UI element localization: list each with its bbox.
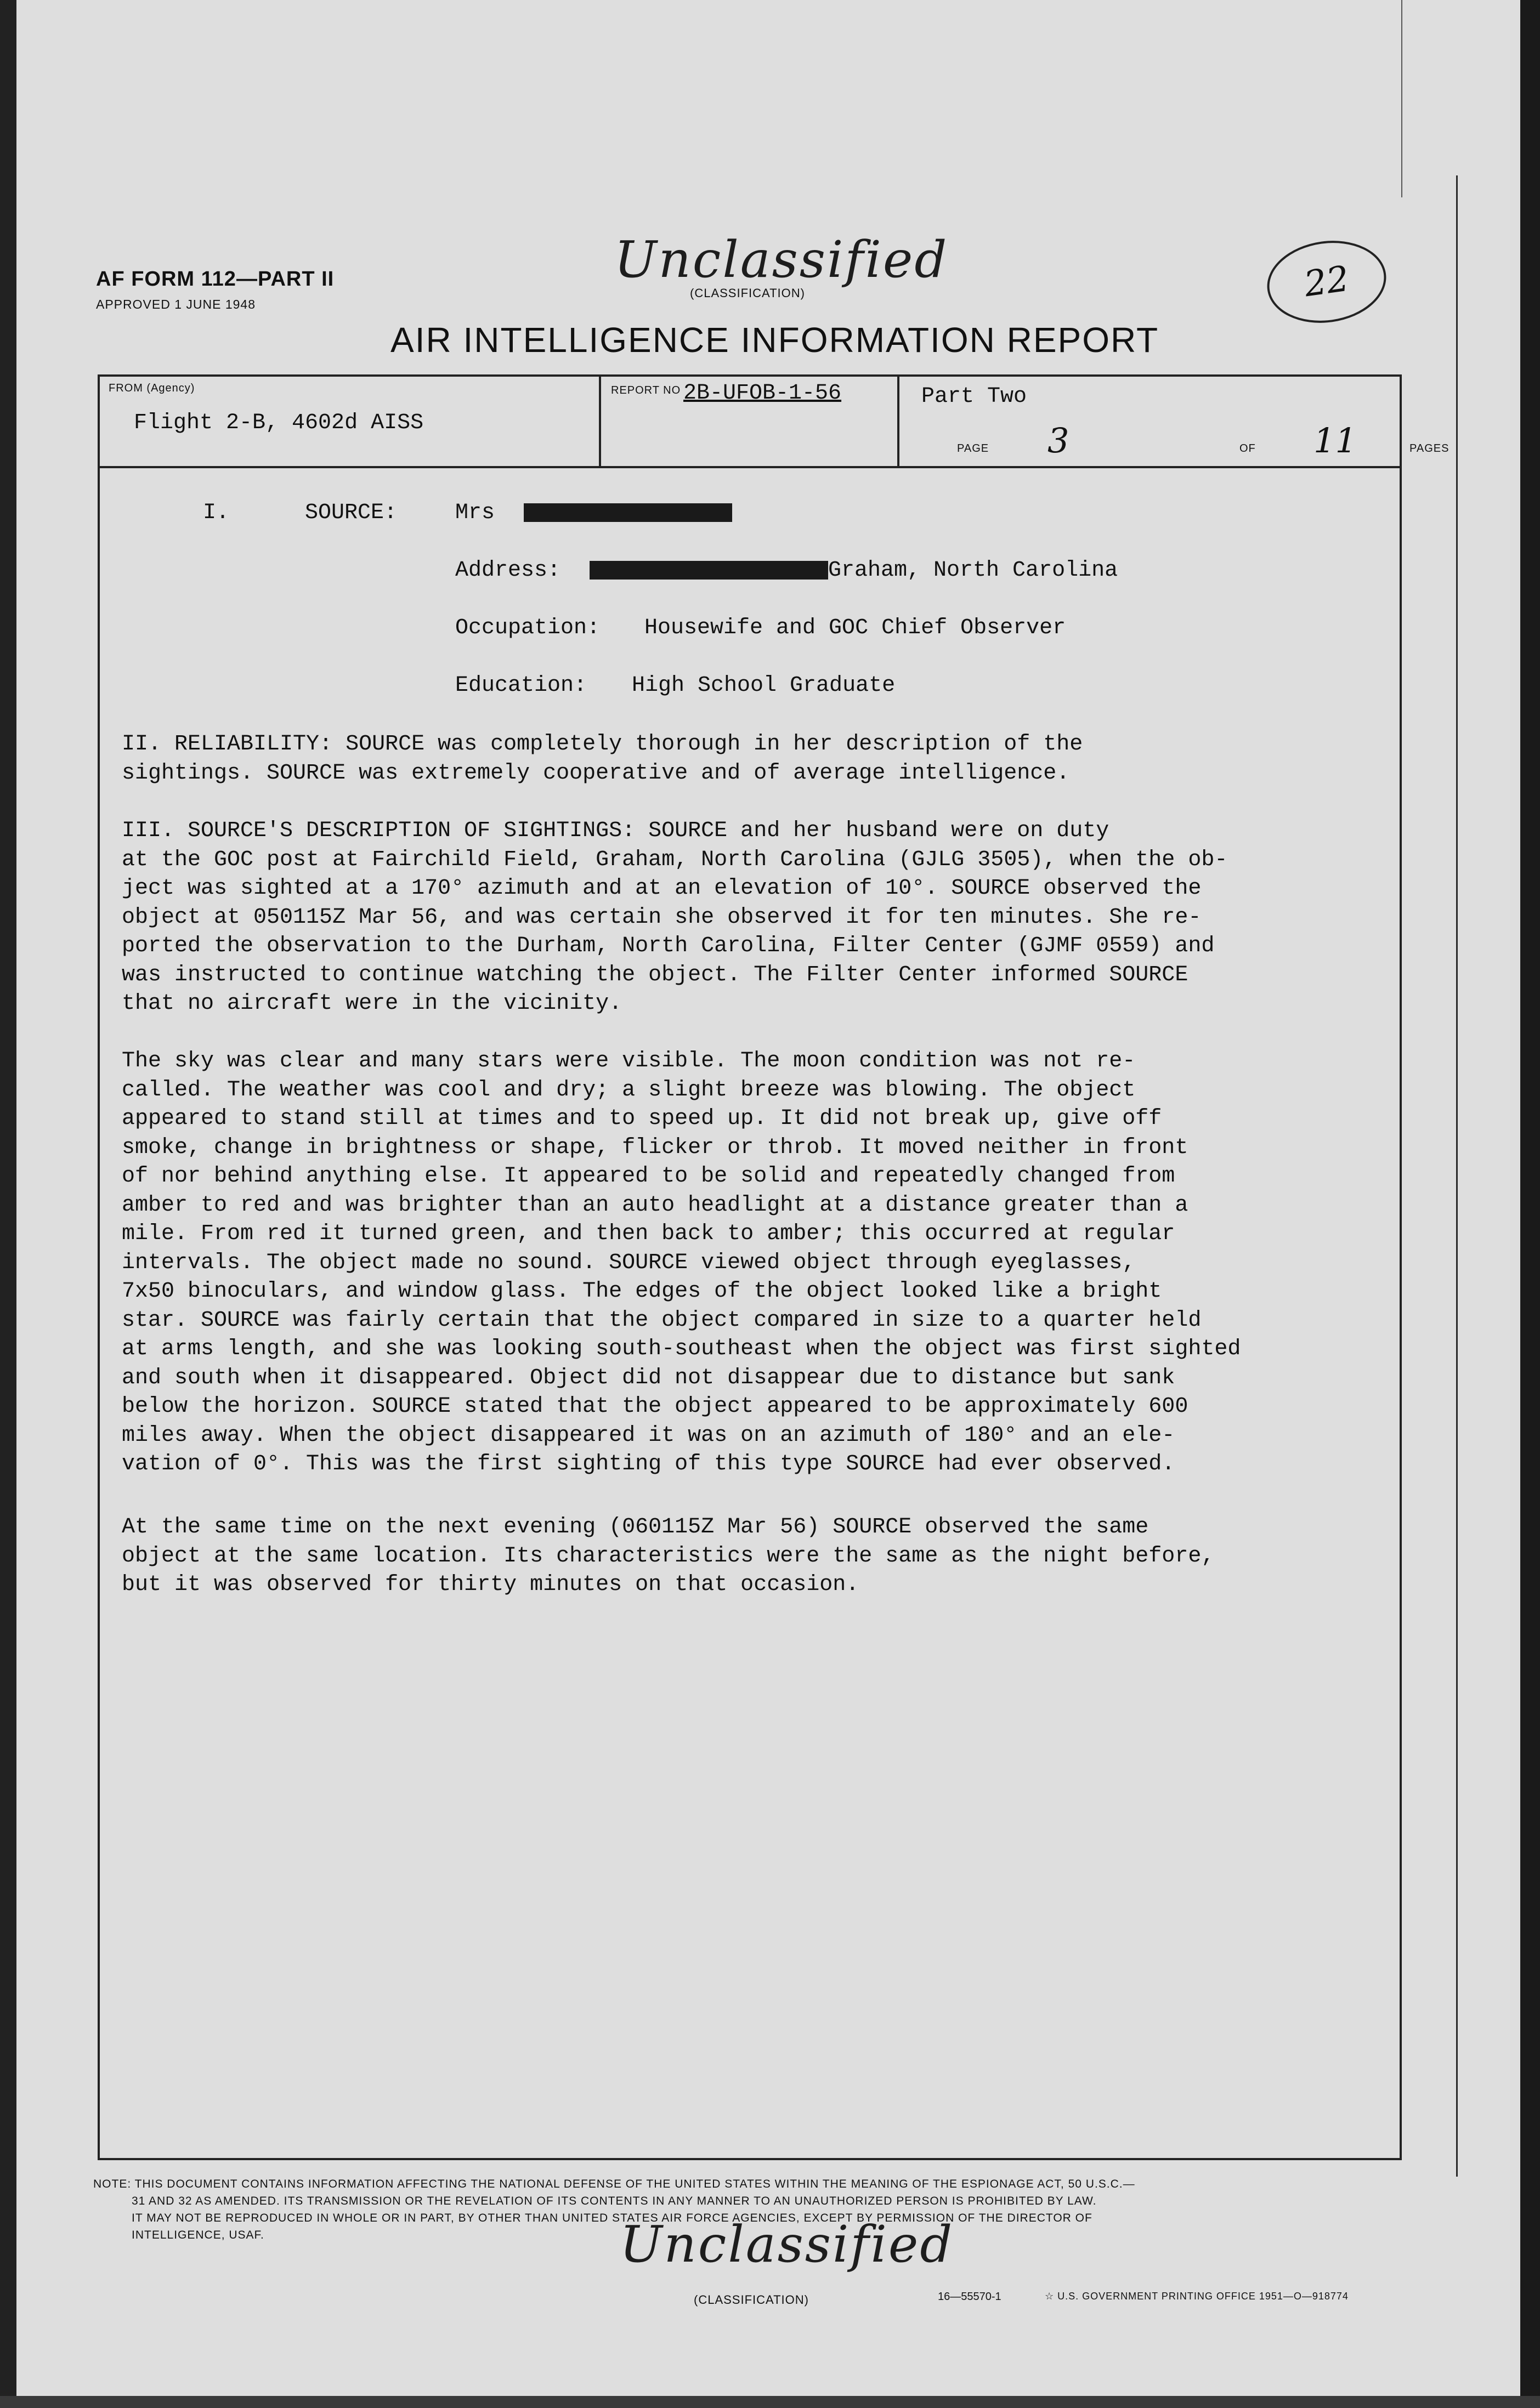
paragraph-line: below the horizon. SOURCE stated that the object appeared to be approximately 600	[122, 1394, 1188, 1419]
report-no-value: 2B-UFOB-1-56	[683, 381, 842, 406]
paragraph-line: sightings. SOURCE was extremely cooperative and of average intelligence.	[122, 760, 1070, 786]
education-value: High School Graduate	[632, 673, 896, 698]
paragraph-line: object at the same location. Its characteristics were the same as the night before,	[122, 1543, 1215, 1569]
paragraph-line: At the same time on the next evening (060115Z Mar 56) SOURCE observed the same	[122, 1515, 1149, 1540]
note-line: IT MAY NOT BE REPRODUCED IN WHOLE OR IN PART, BY OTHER THAN UNITED STATES AIR FORCE AGENCIES, EXCEPT BY PERMISSION OF THE DIRECTOR OF	[132, 2212, 1092, 2224]
paragraph-line: miles away. When the object disappeared it was on an azimuth of 180° and an ele-	[122, 1423, 1175, 1448]
paragraph-line: 7x50 binoculars, and window glass. The edges of the object looked like a bright	[122, 1279, 1162, 1304]
source-value: Mrs	[455, 501, 495, 525]
part-cell	[899, 377, 1450, 466]
of-label: OF	[1239, 442, 1256, 455]
classification-label-top: (CLASSIFICATION)	[690, 286, 805, 300]
paragraph-line: at arms length, and she was looking south-southeast when the object was first sighted	[122, 1337, 1241, 1361]
paragraph-line: appeared to stand still at times and to speed up. It did not break up, give off	[122, 1106, 1162, 1131]
paragraph-line: called. The weather was cool and dry; a slight breeze was blowing. The object	[122, 1077, 1136, 1103]
paragraph-line: of nor behind anything else. It appeared to be solid and repeatedly changed from	[122, 1164, 1175, 1189]
redaction-bar	[590, 561, 828, 580]
page-label: PAGE	[957, 442, 989, 455]
next-evening-paragraph	[122, 1513, 1383, 1600]
note-line: 31 AND 32 AS AMENDED. ITS TRANSMISSION OR THE REVELATION OF ITS CONTENTS IN ANY MANNER TO AN UNAUTHORIZED PERSON IS PROHIBITED BY LAW.	[132, 2195, 1097, 2207]
scan-edge-left	[0, 0, 16, 2408]
description-paragraph	[122, 817, 1383, 1019]
scan-edge-right	[1520, 0, 1540, 2408]
paragraph-line: mile. From red it turned green, and then back to amber; this occurred at regular	[122, 1222, 1175, 1246]
source-label: SOURCE:	[305, 501, 398, 525]
paragraph-line: was instructed to continue watching the object. The Filter Center informed SOURCE	[122, 962, 1188, 987]
paragraph-line: II. RELIABILITY: SOURCE was completely thorough in her description of the	[122, 732, 1083, 757]
paragraph-line: amber to red and was brighter than an auto headlight at a distance greater than a	[122, 1192, 1188, 1218]
page-number-annotation-text: 22	[1301, 258, 1352, 305]
paragraph-line: smoke, change in brightness or shape, flicker or throb. It moved neither in front	[122, 1135, 1188, 1160]
address-label: Address:	[455, 558, 561, 583]
form-print-number: 16—55570-1	[938, 2291, 1001, 2303]
section-i-number: I.	[203, 501, 230, 525]
paragraph-line: ported the observation to the Durham, North Carolina, Filter Center (GJMF 0559) and	[122, 934, 1215, 958]
page-value: 3	[1048, 421, 1069, 461]
education-label: Education:	[455, 673, 587, 698]
report-header-box	[98, 374, 1450, 468]
classification-handwritten-top: Unclassified	[614, 230, 949, 289]
paragraph-line: object at 050115Z Mar 56, and was certain she observed it for ten minutes. She re-	[122, 905, 1202, 930]
from-cell	[100, 377, 601, 466]
report-no-label: REPORT NO	[611, 384, 681, 396]
occupation-label: Occupation:	[455, 616, 601, 640]
pages-label: PAGES	[1409, 442, 1450, 455]
paragraph-line: but it was observed for thirty minutes on that occasion.	[122, 1572, 859, 1597]
report-title: AIR INTELLIGENCE INFORMATION REPORT	[390, 320, 1159, 360]
sky-conditions-paragraph	[122, 1047, 1383, 1479]
paragraph-line: III. SOURCE'S DESCRIPTION OF SIGHTINGS: SOURCE and her husband were on duty	[122, 819, 1109, 843]
form-id: AF FORM 112—PART II	[96, 268, 335, 291]
classification-label-bottom: (CLASSIFICATION)	[694, 2293, 809, 2307]
redaction-bar	[524, 503, 732, 522]
paragraph-line: intervals. The object made no sound. SOURCE viewed object through eyeglasses,	[122, 1250, 1136, 1275]
form-approved-date: APPROVED 1 JUNE 1948	[96, 297, 256, 311]
paragraph-line: star. SOURCE was fairly certain that the object compared in size to a quarter held	[122, 1308, 1202, 1333]
note-line: NOTE: THIS DOCUMENT CONTAINS INFORMATION AFFECTING THE NATIONAL DEFENSE OF THE UNITED STATES WITHIN THE MEANING OF THE ESPIONAGE ACT, 50 U.S.C.—	[93, 2178, 1135, 2190]
paragraph-line: and south when it disappeared. Object did not disappear due to distance but sank	[122, 1365, 1175, 1390]
gpo-imprint: ☆ U.S. GOVERNMENT PRINTING OFFICE 1951—O—918774	[1045, 2291, 1349, 2302]
occupation-value: Housewife and GOC Chief Observer	[644, 616, 1066, 640]
of-value: 11	[1313, 421, 1357, 461]
paragraph-line: The sky was clear and many stars were visible. The moon condition was not re-	[122, 1049, 1136, 1074]
paragraph-line: that no aircraft were in the vicinity.	[122, 991, 622, 1016]
paragraph-line: at the GOC post at Fairchild Field, Graham, North Carolina (GJLG 3505), when the ob-	[122, 847, 1228, 872]
reliability-paragraph	[122, 730, 1383, 788]
from-label: FROM (Agency)	[109, 382, 195, 394]
address-value: Graham, North Carolina	[828, 558, 1118, 583]
scan-edge-bottom	[0, 2396, 1540, 2408]
paragraph-line: ject was sighted at a 170° azimuth and at an elevation of 10°. SOURCE observed the	[122, 876, 1202, 901]
page-fold-line	[1456, 175, 1458, 2177]
note-line: INTELLIGENCE, USAF.	[132, 2229, 264, 2241]
from-value: Flight 2-B, 4602d AISS	[134, 411, 424, 435]
page-fold-line-top	[1401, 0, 1402, 197]
report-no-cell	[601, 377, 899, 466]
part-value: Part Two	[921, 384, 1027, 409]
classification-handwritten-bottom: Unclassified	[620, 2215, 954, 2274]
paragraph-line: vation of 0°. This was the first sighting of this type SOURCE had ever observed.	[122, 1452, 1175, 1476]
